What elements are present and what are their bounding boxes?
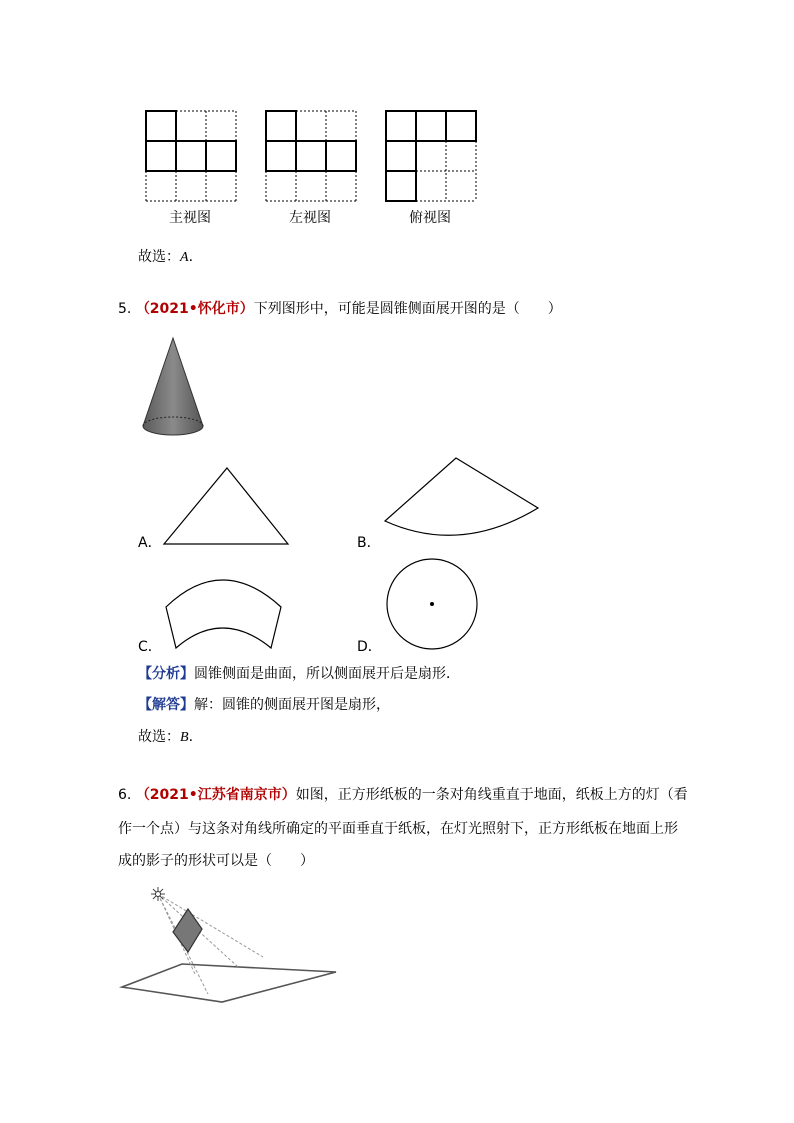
option-a-triangle <box>160 466 292 548</box>
solution-text: 解：圆锥的侧面展开图是扇形， <box>194 697 390 713</box>
cone-figure <box>140 336 206 440</box>
lamp-square-shadow-figure <box>118 884 340 1006</box>
option-c-annular-sector <box>162 568 290 656</box>
question-text: 下列图形中，可能是圆锥侧面展开图的是（ ） <box>253 301 562 317</box>
answer-prefix: 故选： <box>138 249 180 265</box>
q5-answer <box>138 727 193 748</box>
analysis-tag: 【分析】 <box>138 666 194 682</box>
question-number: 6. <box>118 787 132 803</box>
option-d-label: D． <box>357 639 382 655</box>
q5-stem <box>118 299 562 319</box>
left-view-figure <box>265 110 359 204</box>
front-view-caption: 主视图 <box>169 210 211 226</box>
option-d-circle <box>385 557 481 653</box>
question-source: （2021•江苏省南京市） <box>135 787 296 803</box>
option-a-label: A． <box>138 535 162 551</box>
answer-choice: A <box>180 250 189 265</box>
top-view-figure <box>385 110 479 204</box>
analysis-text: 圆锥侧面是曲面，所以侧面展开后是扇形． <box>194 666 460 682</box>
answer-suffix: . <box>188 249 194 265</box>
q5-solution <box>138 695 390 715</box>
q6-line-2: 作一个点）与这条对角线所确定的平面垂直于纸板，在灯光照射下，正方形纸板在地面上形 <box>118 821 678 837</box>
q5-analysis <box>138 664 460 684</box>
q6-line-1 <box>118 785 688 805</box>
top-view-caption: 俯视图 <box>409 210 451 226</box>
answer-prefix: 故选： <box>138 729 180 745</box>
left-view-caption: 左视图 <box>289 210 331 226</box>
answer-choice: B <box>180 730 189 745</box>
front-view-figure <box>145 110 239 204</box>
answer-suffix: . <box>188 729 194 745</box>
option-b-sector <box>380 455 544 541</box>
option-c-label: C． <box>138 639 162 655</box>
question-number: 5. <box>118 301 132 317</box>
q4-answer <box>138 247 193 268</box>
solution-tag: 【解答】 <box>138 697 194 713</box>
option-b-label: B． <box>357 535 381 551</box>
question-source: （2021•怀化市） <box>135 301 254 317</box>
question-text: 如图，正方形纸板的一条对角线重直于地面，纸板上方的灯（看 <box>295 787 688 803</box>
q6-line-3: 成的影子的形状可以是（ ） <box>118 853 314 869</box>
